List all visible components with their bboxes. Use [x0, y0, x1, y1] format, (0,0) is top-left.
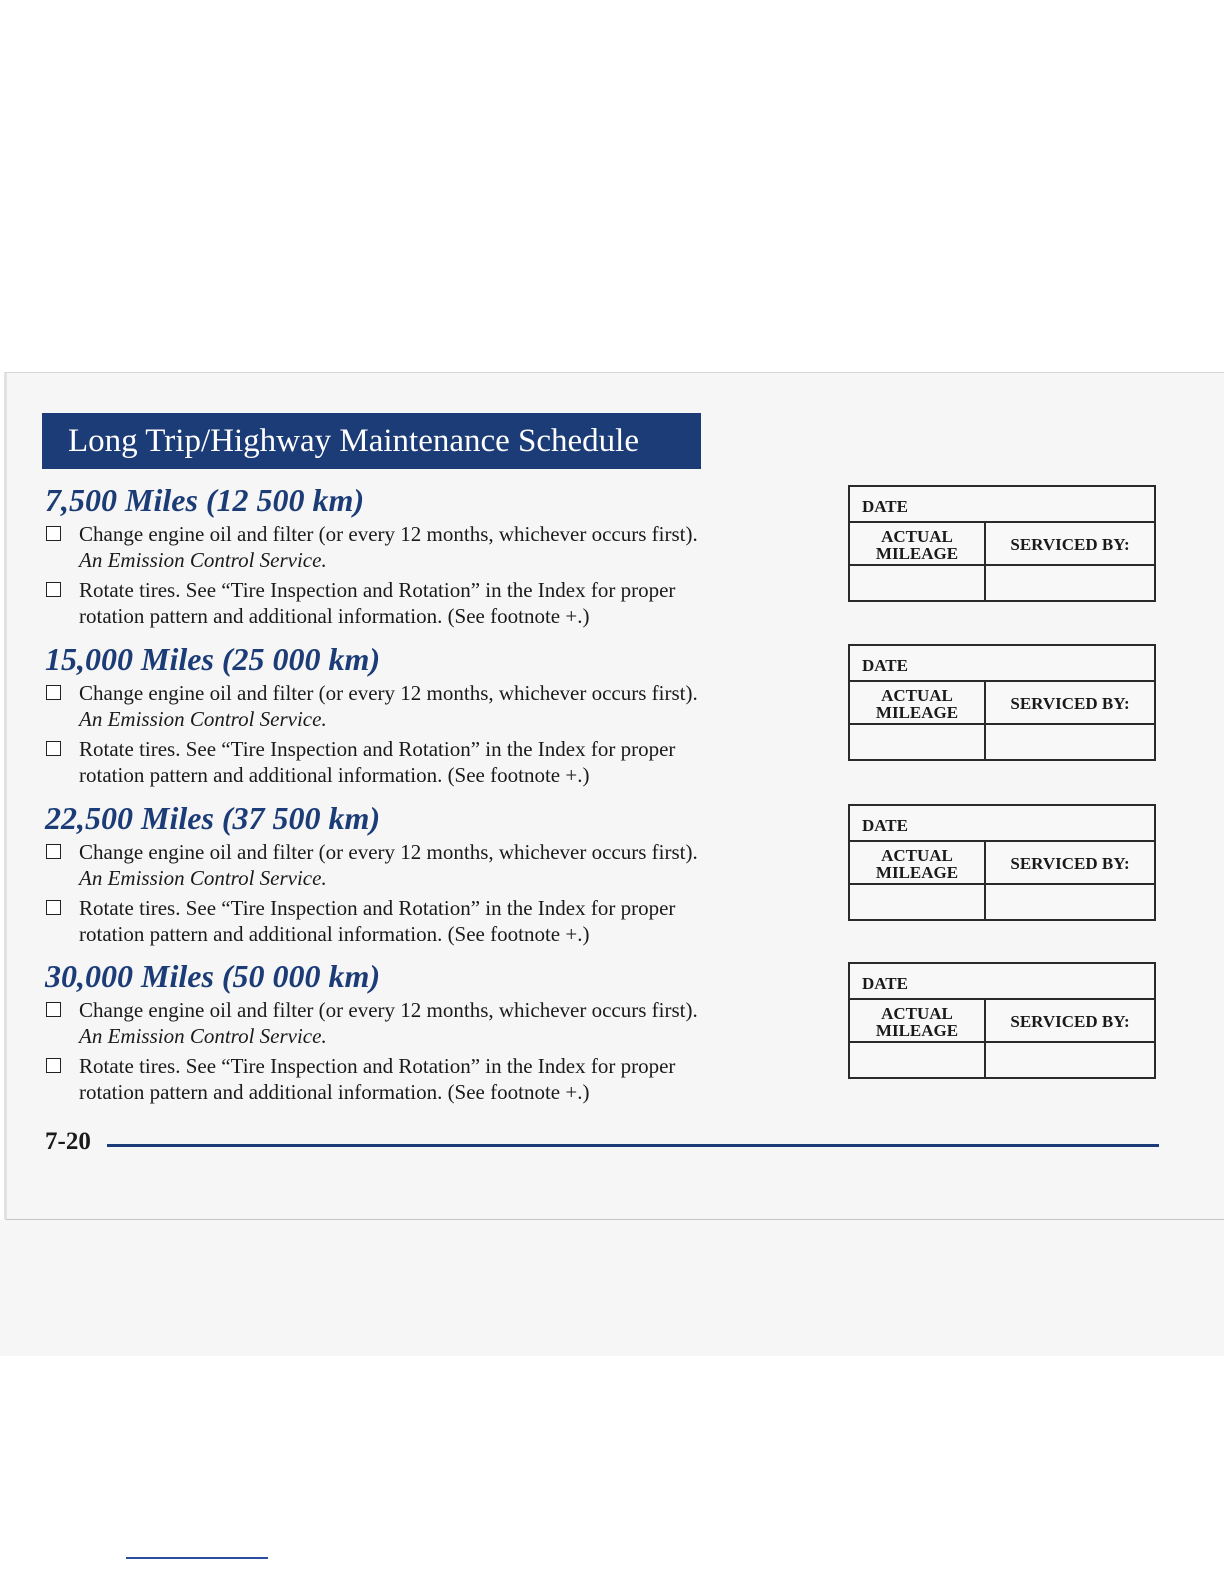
checkbox-oil-change-22500[interactable]	[46, 844, 61, 859]
mileage-label-line2: MILEAGE	[875, 703, 959, 722]
checkbox-oil-change-15000[interactable]	[46, 685, 61, 700]
list-item	[45, 839, 805, 891]
list-item	[45, 577, 805, 629]
actual-mileage-field[interactable]	[850, 566, 986, 600]
serviced-by-field[interactable]	[986, 566, 1154, 600]
page-number: 7-20	[45, 1128, 91, 1155]
serviced-by-label: SERVICED BY:	[986, 523, 1154, 566]
schedule-section-15000	[45, 642, 805, 792]
serviced-by-label: SERVICED BY:	[986, 682, 1154, 725]
service-record-box	[848, 962, 1156, 1079]
actual-mileage-label	[850, 842, 986, 885]
actual-mileage-label	[850, 1000, 986, 1043]
schedule-section-7500	[45, 483, 805, 633]
footer-divider	[107, 1144, 1159, 1147]
item-note: An Emission Control Service.	[79, 548, 327, 572]
actual-mileage-field[interactable]	[850, 725, 986, 759]
item-text: Change engine oil and filter (or every 12 months, whichever occurs first).	[79, 681, 698, 705]
serviced-by-label: SERVICED BY:	[986, 842, 1154, 885]
item-text: Rotate tires. See “Tire Inspection and Rotation” in the Index for proper	[79, 578, 676, 602]
service-record-box	[848, 485, 1156, 602]
item-note: An Emission Control Service.	[79, 1024, 327, 1048]
mileage-label-line1: ACTUAL	[881, 686, 953, 705]
item-text: Rotate tires. See “Tire Inspection and Rotation” in the Index for proper	[79, 737, 676, 761]
section-title: 30,000 Miles (50 000 km)	[45, 958, 381, 994]
date-field[interactable]: DATE	[850, 806, 1154, 842]
page-margin-band	[0, 1220, 1224, 1356]
serviced-by-field[interactable]	[986, 885, 1154, 919]
schedule-section-22500	[45, 801, 805, 951]
checkbox-rotate-tires-30000[interactable]	[46, 1058, 61, 1073]
item-note: An Emission Control Service.	[79, 707, 327, 731]
item-text-continued: rotation pattern and additional information. (See footnote +.)	[79, 604, 590, 628]
list-item	[45, 736, 805, 788]
list-item	[45, 680, 805, 732]
mileage-label-line2: MILEAGE	[875, 863, 959, 882]
serviced-by-label: SERVICED BY:	[986, 1000, 1154, 1043]
serviced-by-field[interactable]	[986, 725, 1154, 759]
section-title: 22,500 Miles (37 500 km)	[45, 800, 381, 836]
list-item	[45, 997, 805, 1049]
checkbox-rotate-tires-15000[interactable]	[46, 741, 61, 756]
item-text-continued: rotation pattern and additional information. (See footnote +.)	[79, 763, 590, 787]
actual-mileage-field[interactable]	[850, 885, 986, 919]
bottom-divider	[126, 1557, 268, 1559]
item-text-continued: rotation pattern and additional information. (See footnote +.)	[79, 922, 590, 946]
mileage-label-line2: MILEAGE	[875, 544, 959, 563]
checkbox-rotate-tires-22500[interactable]	[46, 900, 61, 915]
item-text: Change engine oil and filter (or every 12 months, whichever occurs first).	[79, 998, 698, 1022]
checkbox-oil-change-7500[interactable]	[46, 526, 61, 541]
service-record-box	[848, 804, 1156, 921]
schedule-section-30000	[45, 959, 805, 1109]
item-text-continued: rotation pattern and additional information. (See footnote +.)	[79, 1080, 590, 1104]
service-record-box	[848, 644, 1156, 761]
item-text: Change engine oil and filter (or every 12 months, whichever occurs first).	[79, 522, 698, 546]
mileage-label-line1: ACTUAL	[881, 527, 953, 546]
item-text: Rotate tires. See “Tire Inspection and Rotation” in the Index for proper	[79, 896, 676, 920]
section-title: 15,000 Miles (25 000 km)	[45, 641, 381, 677]
date-field[interactable]: DATE	[850, 964, 1154, 1000]
item-text: Change engine oil and filter (or every 12 months, whichever occurs first).	[79, 840, 698, 864]
section-title: 7,500 Miles (12 500 km)	[45, 482, 365, 518]
list-item	[45, 895, 805, 947]
checkbox-oil-change-30000[interactable]	[46, 1002, 61, 1017]
page-title: Long Trip/Highway Maintenance Schedule	[42, 413, 701, 469]
manual-page	[4, 372, 1224, 1221]
item-text: Rotate tires. See “Tire Inspection and Rotation” in the Index for proper	[79, 1054, 676, 1078]
actual-mileage-field[interactable]	[850, 1043, 986, 1077]
serviced-by-field[interactable]	[986, 1043, 1154, 1077]
date-field[interactable]: DATE	[850, 487, 1154, 523]
mileage-label-line1: ACTUAL	[881, 846, 953, 865]
actual-mileage-label	[850, 682, 986, 725]
mileage-label-line1: ACTUAL	[881, 1004, 953, 1023]
actual-mileage-label	[850, 523, 986, 566]
list-item	[45, 521, 805, 573]
mileage-label-line2: MILEAGE	[875, 1021, 959, 1040]
item-note: An Emission Control Service.	[79, 866, 327, 890]
checkbox-rotate-tires-7500[interactable]	[46, 582, 61, 597]
list-item	[45, 1053, 805, 1105]
date-field[interactable]: DATE	[850, 646, 1154, 682]
